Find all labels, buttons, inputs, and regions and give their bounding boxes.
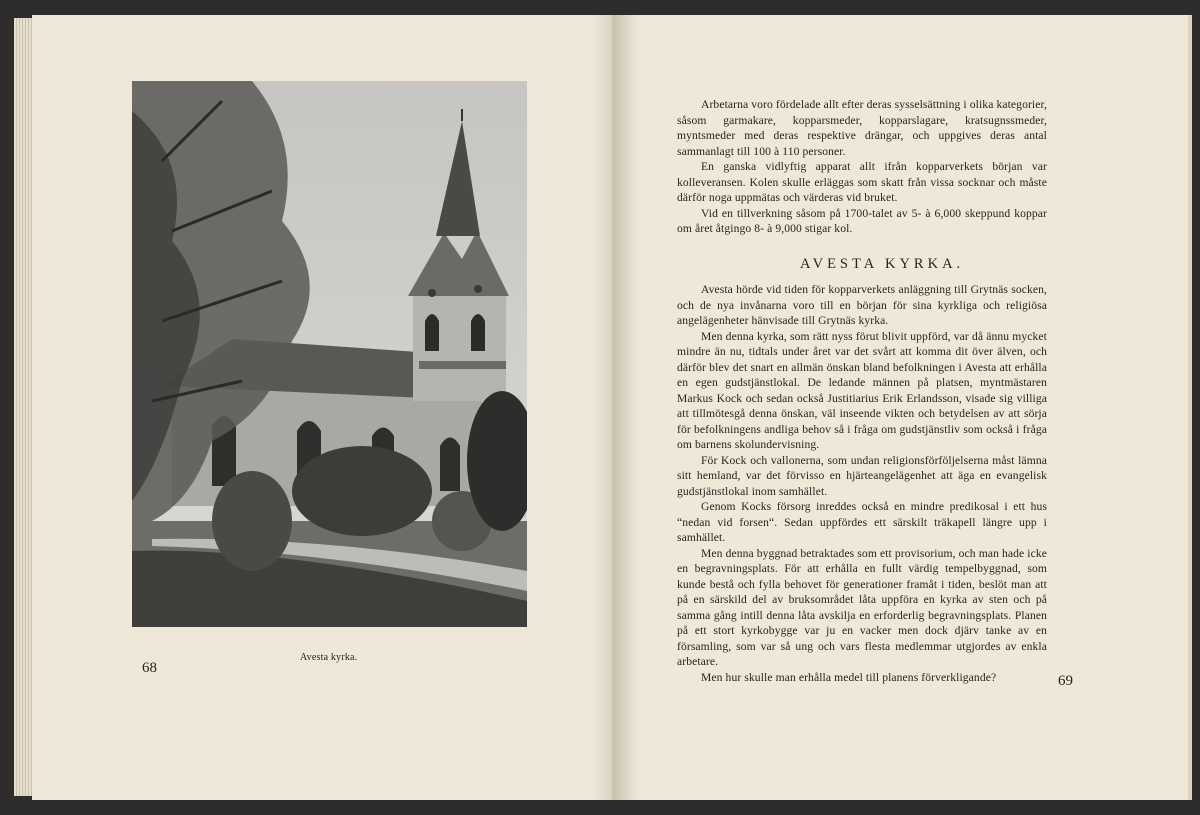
church-photo [132,81,527,627]
page-number-right: 69 [1058,673,1073,689]
paragraph: En ganska vidlyftig apparat allt ifrån kopparverkets början var kolleveransen. Kolen skulle erläggas som skatt från vissa socknar och måste därför noga uppmätas och värderas vid bruket. [677,160,1047,204]
paragraph: Men denna kyrka, som rätt nyss förut blivit uppförd, var då ännu mycket mindre än nu, tidtals under året var det svårt att komma dit över älven, och därför blev det snart en allmän önskan bland befolkningen i Avesta att erhålla en egen gudstjänstlokal. De ledande männen på platsen, myntmästaren Markus Kock och sedan också Justitiarius Erik Erlandsson, visade sig villiga att tillmötesgå denna önskan, väl inseende vikten och betydelsen av att sörja för befolkningens andliga behov så i fråga om gudstjänstliv som också i fråga om barnens skolundervisning. [677,329,1047,451]
paragraph: Vid en tillverkning såsom på 1700-talet av 5- à 6,000 skeppund koppar om året åtgingo 8- à 9,000 stigar kol. [677,206,1047,235]
body-text [677,282,1047,685]
paragraph: Men hur skulle man erhålla medel till planens förverkligande? [701,670,997,684]
page-number-left: 68 [142,660,157,676]
paragraph: Avesta hörde vid tiden för kopparverkets anläggning till Grytnäs socken, och de nya invånarna voro till en början för sina kyrkliga och religiösa angelägenheter hänvisade till Grytnäs kyrka. [677,283,1047,327]
paragraph: För Kock och vallonerna, som undan religionsförföljelserna måst lämna sitt hemland, var det förvisso en hjärteangelägenhet att äga en evangelisk gudstjänstlokal inom samhället. [677,453,1047,498]
photo-caption: Avesta kyrka. [300,652,358,663]
intro-text [677,97,1047,237]
paragraph: Men denna byggnad betraktades som ett provisorium, och man hade icke en begravningsplats. För att erhålla en fullt värdig tempelbyggnad, som kunde bestå och fylla behovet för generationer framåt i tiden, beslöt man att på en särskild del av bruksområdet låta uppföra en kyrka av sten och på samma gång intill denna låta avskilja en erforderlig begravningsplats. Planen på ett stort kyrkobygge var ju en vacker men dock djärv tanke av en församling, som var så ung och vars flesta medlemmar utgjordes av enkla arbetare. [677,546,1047,668]
section-heading: AVESTA KYRKA. [800,256,965,272]
paragraph: Arbetarna voro fördelade allt efter deras sysselsättning i olika kategorier, såsom garmakare, kopparsmeder, kopparslagare, kratsugnssmeder, myntsmeder med deras respektive drängar, och uppgives deras antal sammanlagt till 100 à 110 personer. [677,98,1047,158]
paragraph: Genom Kocks försorg inreddes också en mindre predikosal i ett hus “nedan vid forsen“. Sedan uppfördes ett särskilt träkapell längre upp i samhället. [677,500,1047,544]
